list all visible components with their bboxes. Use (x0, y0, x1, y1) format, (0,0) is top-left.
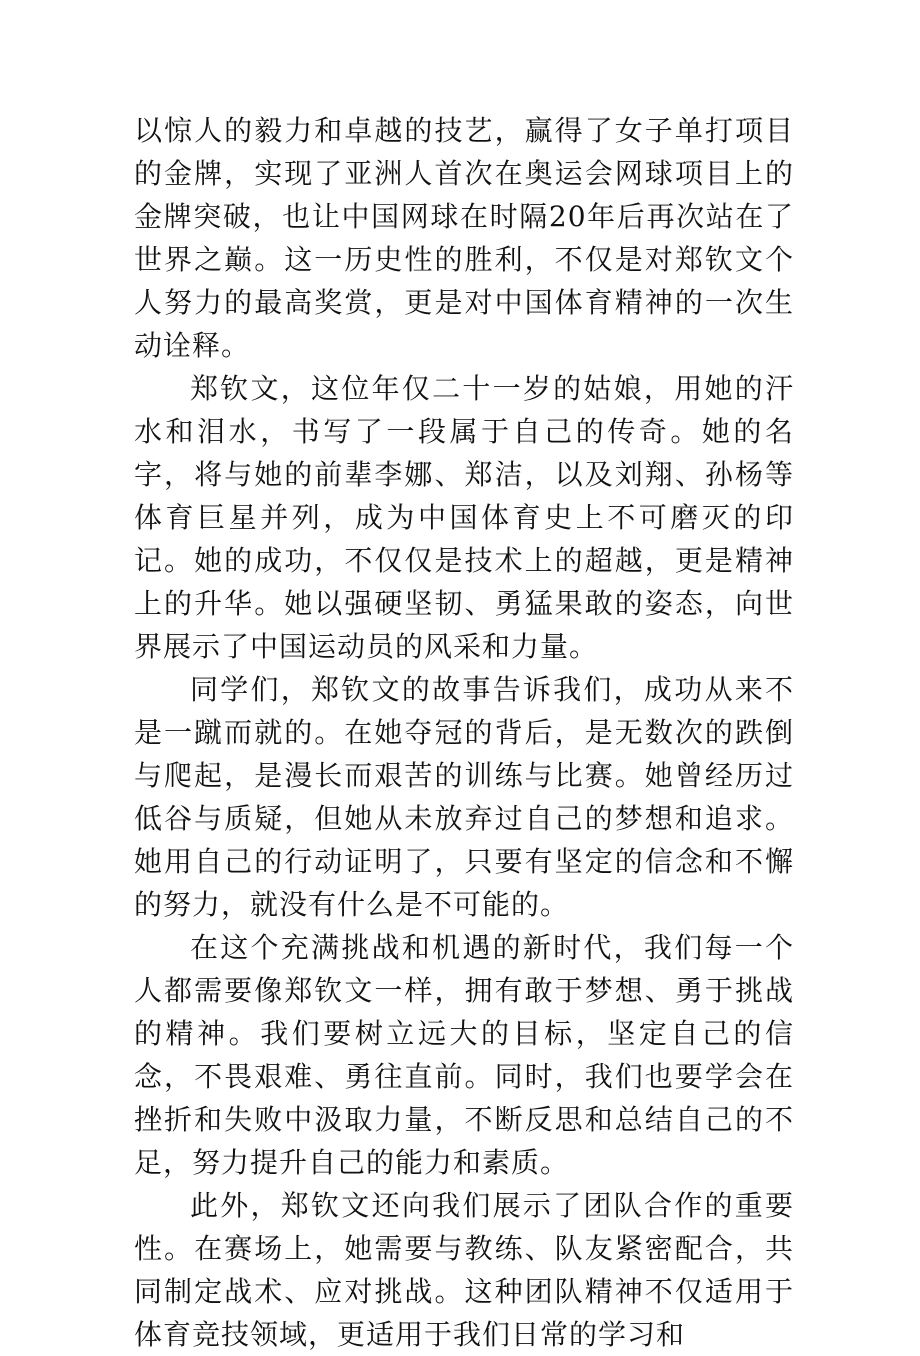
paragraph-1: 以惊人的毅力和卓越的技艺，赢得了女子单打项目的金牌，实现了亚洲人首次在奥运会网球项目上的金牌突破，也让中国网球在时隔20年后再次站在了世界之巅。这一历史性的胜利，不仅是对郑钦文个人努力的最高奖赏，更是对中国体育精神的一次生动诠释。 (134, 114, 794, 362)
paragraph-5: 此外，郑钦文还向我们展示了团队合作的重要性。在赛场上，她需要与教练、队友紧密配合，共同制定战术、应对挑战。这种团队精神不仅适用于体育竞技领域，更适用于我们日常的学习和 (134, 1189, 794, 1351)
paragraph-2: 郑钦文，这位年仅二十一岁的姑娘，用她的汗水和泪水，书写了一段属于自己的传奇。她的名字，将与她的前辈李娜、郑洁，以及刘翔、孙杨等体育巨星并列，成为中国体育史上不可磨灭的印记。她的成功，不仅仅是技术上的超越，更是精神上的升华。她以强硬坚韧、勇猛果敢的姿态，向世界展示了中国运动员的风采和力量。 (134, 372, 794, 663)
paragraph-4: 在这个充满挑战和机遇的新时代，我们每一个人都需要像郑钦文一样，拥有敢于梦想、勇于挑战的精神。我们要树立远大的目标，坚定自己的信念，不畏艰难、勇往直前。同时，我们也要学会在挫折和失败中汲取力量，不断反思和总结自己的不足，努力提升自己的能力和素质。 (134, 931, 794, 1179)
paragraph-3: 同学们，郑钦文的故事告诉我们，成功从来不是一蹴而就的。在她夺冠的背后，是无数次的跌倒与爬起，是漫长而艰苦的训练与比赛。她曾经历过低谷与质疑，但她从未放弃过自己的梦想和追求。她用自己的行动证明了，只要有坚定的信念和不懈的努力，就没有什么是不可能的。 (134, 673, 794, 921)
document-body (134, 109, 794, 1356)
